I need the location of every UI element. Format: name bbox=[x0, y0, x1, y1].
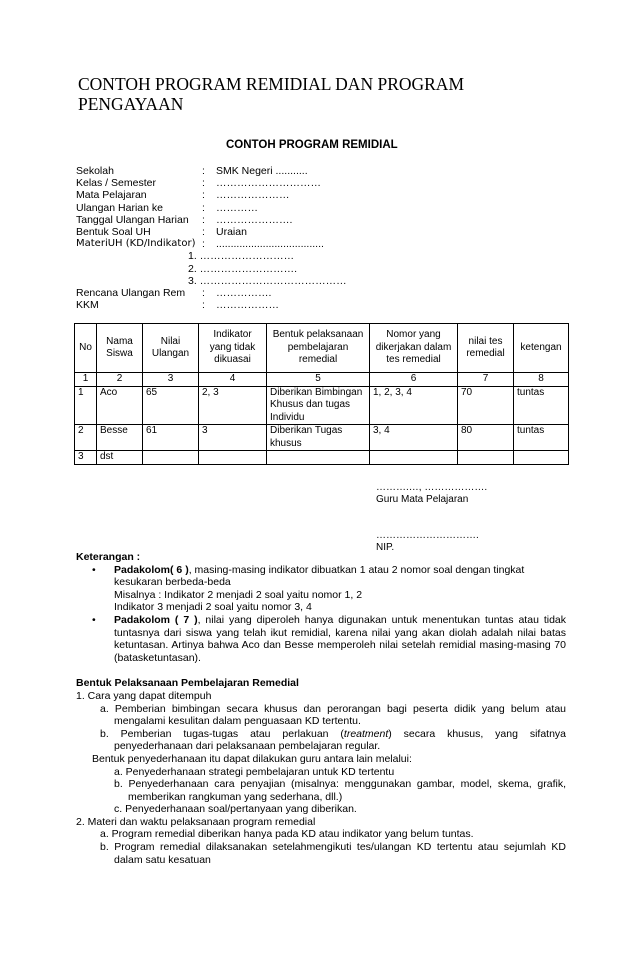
table-cell bbox=[143, 451, 199, 465]
table-cell: 1, 2, 3, 4 bbox=[370, 386, 458, 425]
kd-item: 2. ………………………. bbox=[188, 262, 298, 275]
kd-item: 3. …………………………………… bbox=[188, 274, 347, 287]
note-item bbox=[76, 564, 566, 589]
table-cell bbox=[370, 451, 458, 465]
header-cell: Nama Siswa bbox=[97, 324, 143, 373]
table-cell: 2 bbox=[75, 425, 97, 451]
section-subtitle: CONTOH PROGRAM REMIDIAL bbox=[226, 139, 398, 151]
info-label: Kelas / Semester bbox=[76, 177, 156, 190]
index-cell: 2 bbox=[97, 373, 143, 387]
notes-heading: Keterangan : bbox=[76, 551, 141, 563]
table-cell: 3 bbox=[199, 425, 267, 451]
note-example: Indikator 3 menjadi 2 soal yaitu nomor 3, 4 bbox=[114, 601, 312, 614]
index-cell: 8 bbox=[514, 373, 569, 387]
info-value: ………… bbox=[216, 201, 258, 214]
note-bold: Padakolom ( 7 ) bbox=[114, 613, 198, 626]
notes-section bbox=[76, 551, 566, 866]
signature-name-line: …………………………. bbox=[376, 530, 479, 541]
list-item: a. Pemberian bimbingan secara khusus dan perorangan bagi peserta didik yang belum atau mengalami kesulitan dalam penguasaan KD tertentu. bbox=[100, 702, 566, 728]
info-label: Mata Pelajaran bbox=[76, 189, 147, 202]
info-value: ..................................... bbox=[216, 238, 324, 251]
header-cell: No bbox=[75, 324, 97, 373]
header-cell: nilai tes remedial bbox=[458, 324, 514, 373]
index-cell: 4 bbox=[199, 373, 267, 387]
info-value: Uraian bbox=[216, 225, 247, 238]
signature-nip: NIP. bbox=[376, 542, 395, 553]
table-cell: tuntas bbox=[514, 425, 569, 451]
table-cell: 3, 4 bbox=[370, 425, 458, 451]
info-value: ………………… bbox=[216, 189, 290, 202]
info-label: KKM bbox=[76, 299, 99, 312]
table-cell: Diberikan Bimbingan Khusus dan tugas Individu bbox=[267, 386, 370, 425]
list-item: a. Program remedial diberikan hanya pada KD atau indikator yang belum tuntas. bbox=[100, 828, 474, 841]
info-value: ……………… bbox=[216, 299, 279, 312]
note-text: , masing-masing indikator dibuatkan 1 atau 2 nomor soal dengan tingkat kesukaran berbeda-beda bbox=[114, 563, 525, 589]
table-row bbox=[75, 386, 569, 425]
table-cell bbox=[458, 451, 514, 465]
list-item: a. Penyederhanaan strategi pembelajaran untuk KD tertentu bbox=[114, 765, 395, 778]
table-cell: Aco bbox=[97, 386, 143, 425]
info-label: Ulangan Harian ke bbox=[76, 201, 163, 214]
info-value: ……………. bbox=[216, 286, 272, 299]
note-bold: Padakolom( 6 ) bbox=[114, 563, 189, 576]
bullet-icon: • bbox=[92, 563, 96, 576]
note-example: Misalnya : Indikator 2 menjadi 2 soal yaitu nomor 1, 2 bbox=[114, 588, 363, 601]
table-cell bbox=[514, 451, 569, 465]
info-label: Sekolah bbox=[76, 165, 114, 177]
info-value: …………………. bbox=[216, 213, 293, 226]
info-value: SMK Negeri ........... bbox=[216, 165, 308, 177]
signature-date: ……….…, ………………. bbox=[376, 482, 488, 493]
bullet-icon: • bbox=[92, 613, 96, 626]
header-cell: Nomor yang dikerjakan dalam tes remedial bbox=[370, 324, 458, 373]
table-index-row bbox=[75, 373, 569, 387]
table-row bbox=[75, 451, 569, 465]
info-label: Bentuk Soal UH bbox=[76, 225, 151, 238]
table-cell: 70 bbox=[458, 386, 514, 425]
index-cell: 3 bbox=[143, 373, 199, 387]
list-item: 2. Materi dan waktu pelaksanaan program remedial bbox=[76, 815, 316, 828]
document-title: CONTOH PROGRAM REMIDIAL DAN PROGRAM PENGAYAAN bbox=[78, 74, 465, 114]
kd-item: 1. ……………………… bbox=[188, 250, 295, 263]
table-cell: 65 bbox=[143, 386, 199, 425]
index-cell: 7 bbox=[458, 373, 514, 387]
list-item: b. Penyederhanaan cara penyajian (misalnya: menggunakan gambar, model, skema, grafik, memberikan rangkuman yang sederhana, dll.) bbox=[114, 778, 566, 803]
table-cell: 61 bbox=[143, 425, 199, 451]
table-cell: Diberikan Tugas khusus bbox=[267, 425, 370, 451]
list-item: b. Program remedial dilaksanakan setelahmengikuti tes/ulangan KD tertentu atau sejumlah KD dalam satu kesatuan bbox=[100, 841, 566, 866]
index-cell: 5 bbox=[267, 373, 370, 387]
table-cell: 80 bbox=[458, 425, 514, 451]
index-cell: 1 bbox=[75, 373, 97, 387]
header-cell: Indikator yang tidak dikuasai bbox=[199, 324, 267, 373]
table-cell: tuntas bbox=[514, 386, 569, 425]
header-cell: Nilai Ulangan bbox=[143, 324, 199, 373]
table-cell: Besse bbox=[97, 425, 143, 451]
info-label: Rencana Ulangan Rem bbox=[76, 286, 186, 299]
note-item bbox=[76, 614, 566, 664]
info-label: MateriUH (KD/Indikator) bbox=[76, 238, 196, 250]
table-cell: 2, 3 bbox=[199, 386, 267, 425]
header-cell: Bentuk pelaksanaan pembelajaran remedial bbox=[267, 324, 370, 373]
section-heading: Bentuk Pelaksanaan Pembelajaran Remedial bbox=[76, 677, 299, 690]
table-row bbox=[75, 425, 569, 451]
table-cell: 3 bbox=[75, 451, 97, 465]
signature-role: Guru Mata Pelajaran bbox=[376, 494, 469, 505]
info-value: ………………………… bbox=[216, 177, 321, 190]
info-label: Tanggal Ulangan Harian bbox=[76, 213, 189, 226]
table-cell: 1 bbox=[75, 386, 97, 425]
table-cell bbox=[199, 451, 267, 465]
remedial-table bbox=[74, 323, 569, 465]
list-item: 1. Cara yang dapat ditempuh bbox=[76, 689, 212, 702]
list-item: b. Pemberian tugas-tugas atau perlakuan (treatment) secara khusus, yang sifatnya penyederhanaan dari pelaksanaan pembelajaran regular. bbox=[100, 727, 566, 753]
note-text: , nilai yang diperoleh hanya digunakan untuk menentukan tuntas atau tidak tuntasnya dari siswa yang telah ikut remidial, karena nilai yang akan diolah adalah nilai batas ketuntasan. Artinya bahwa Aco dan Besse memperoleh nilai setelah remidial masing-masing 70 (batasketuntasan). bbox=[114, 613, 566, 664]
table-cell: dst bbox=[97, 451, 143, 465]
index-cell: 6 bbox=[370, 373, 458, 387]
table-header-row bbox=[75, 324, 569, 373]
list-item: c. Penyederhanaan soal/pertanyaan yang diberikan. bbox=[114, 803, 357, 816]
list-item: Bentuk penyederhanaan itu dapat dilakukan guru antara lain melalui: bbox=[92, 752, 412, 765]
header-cell: ketengan bbox=[514, 324, 569, 373]
table-cell bbox=[267, 451, 370, 465]
